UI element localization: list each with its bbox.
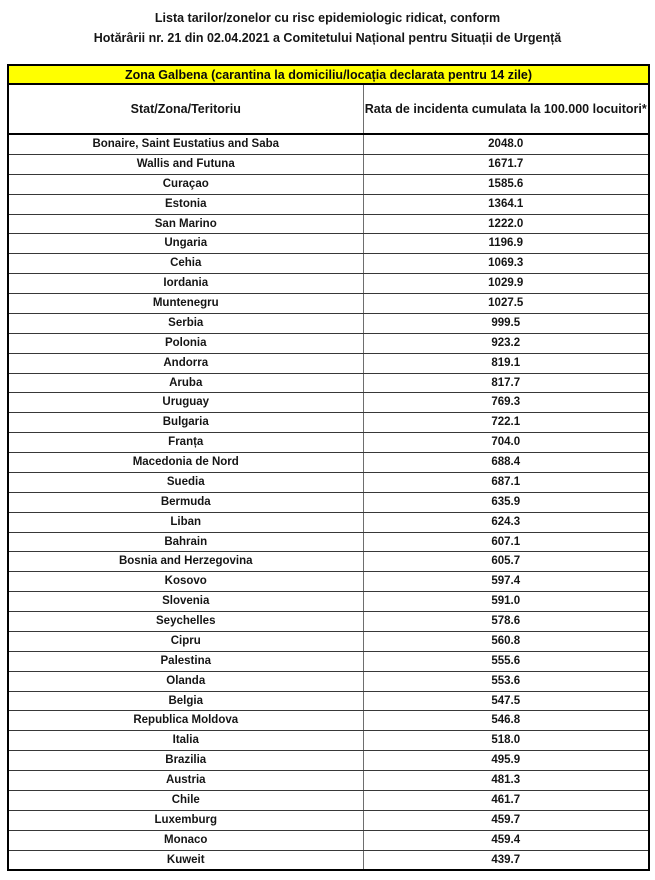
column-header-country: Stat/Zona/Teritoriu — [8, 84, 363, 134]
table-row — [8, 134, 649, 154]
rate-cell: 1222.0 — [363, 214, 649, 234]
table-row — [8, 154, 649, 174]
table-row — [8, 592, 649, 612]
table-row — [8, 691, 649, 711]
country-cell: Belgia — [8, 691, 363, 711]
rate-cell: 547.5 — [363, 691, 649, 711]
zone-banner: Zona Galbena (carantina la domiciliu/locația declarata pentru 14 zile) — [8, 65, 649, 84]
table-row — [8, 731, 649, 751]
country-cell: Italia — [8, 731, 363, 751]
table-row — [8, 631, 649, 651]
table-row — [8, 214, 649, 234]
table-row — [8, 810, 649, 830]
rate-cell: 635.9 — [363, 492, 649, 512]
table-row — [8, 174, 649, 194]
rate-cell: 607.1 — [363, 532, 649, 552]
table-row — [8, 254, 649, 274]
table-row — [8, 333, 649, 353]
country-cell: Republica Moldova — [8, 711, 363, 731]
table-row — [8, 313, 649, 333]
rate-cell: 481.3 — [363, 771, 649, 791]
document-title — [0, 0, 655, 49]
table-row — [8, 472, 649, 492]
rate-cell: 1029.9 — [363, 274, 649, 294]
rate-cell: 688.4 — [363, 453, 649, 473]
rate-cell: 722.1 — [363, 413, 649, 433]
incidence-table — [7, 64, 650, 871]
rate-cell: 459.4 — [363, 830, 649, 850]
country-cell: Cehia — [8, 254, 363, 274]
country-cell: Curaçao — [8, 174, 363, 194]
country-cell: Bonaire, Saint Eustatius and Saba — [8, 134, 363, 154]
rate-cell: 518.0 — [363, 731, 649, 751]
table-row — [8, 552, 649, 572]
country-cell: Slovenia — [8, 592, 363, 612]
rate-cell: 1364.1 — [363, 194, 649, 214]
country-cell: Monaco — [8, 830, 363, 850]
table-row — [8, 572, 649, 592]
country-cell: Franța — [8, 433, 363, 453]
rate-cell: 546.8 — [363, 711, 649, 731]
rate-cell: 591.0 — [363, 592, 649, 612]
table-row — [8, 751, 649, 771]
rate-cell: 553.6 — [363, 671, 649, 691]
country-cell: Polonia — [8, 333, 363, 353]
table-row — [8, 353, 649, 373]
country-cell: Cipru — [8, 631, 363, 651]
table-row — [8, 393, 649, 413]
country-cell: Bahrain — [8, 532, 363, 552]
rate-cell: 605.7 — [363, 552, 649, 572]
rate-cell: 769.3 — [363, 393, 649, 413]
title-line-2: Hotărârii nr. 21 din 02.04.2021 a Comitetului Național pentru Situații de Urgență — [93, 31, 562, 46]
country-cell: Wallis and Futuna — [8, 154, 363, 174]
country-cell: Suedia — [8, 472, 363, 492]
column-header-rate: Rata de incidenta cumulata la 100.000 locuitori* — [363, 84, 649, 134]
column-header-row — [8, 84, 649, 134]
table-row — [8, 612, 649, 632]
country-cell: Brazilia — [8, 751, 363, 771]
country-cell: Austria — [8, 771, 363, 791]
rate-cell: 1585.6 — [363, 174, 649, 194]
table-row — [8, 671, 649, 691]
rate-cell: 923.2 — [363, 333, 649, 353]
table-row — [8, 850, 649, 870]
country-cell: Estonia — [8, 194, 363, 214]
country-cell: Palestina — [8, 651, 363, 671]
country-cell: San Marino — [8, 214, 363, 234]
country-cell: Ungaria — [8, 234, 363, 254]
table-row — [8, 194, 649, 214]
table-row — [8, 274, 649, 294]
table-row — [8, 234, 649, 254]
rate-cell: 1671.7 — [363, 154, 649, 174]
country-cell: Bermuda — [8, 492, 363, 512]
country-cell: Liban — [8, 512, 363, 532]
table-row — [8, 433, 649, 453]
country-cell: Iordania — [8, 274, 363, 294]
rate-cell: 687.1 — [363, 472, 649, 492]
country-cell: Seychelles — [8, 612, 363, 632]
country-cell: Kosovo — [8, 572, 363, 592]
table-row — [8, 711, 649, 731]
table-row — [8, 413, 649, 433]
table-body — [8, 134, 649, 870]
rate-cell: 555.6 — [363, 651, 649, 671]
country-cell: Chile — [8, 790, 363, 810]
table-row — [8, 651, 649, 671]
table-row — [8, 532, 649, 552]
table-row — [8, 294, 649, 314]
rate-cell: 597.4 — [363, 572, 649, 592]
country-cell: Serbia — [8, 313, 363, 333]
rate-cell: 1027.5 — [363, 294, 649, 314]
country-cell: Bosnia and Herzegovina — [8, 552, 363, 572]
table-row — [8, 373, 649, 393]
country-cell: Kuweit — [8, 850, 363, 870]
rate-cell: 2048.0 — [363, 134, 649, 154]
rate-cell: 999.5 — [363, 313, 649, 333]
table-row — [8, 790, 649, 810]
rate-cell: 560.8 — [363, 631, 649, 651]
table-row — [8, 492, 649, 512]
rate-cell: 1069.3 — [363, 254, 649, 274]
rate-cell: 817.7 — [363, 373, 649, 393]
country-cell: Andorra — [8, 353, 363, 373]
title-line-1: Lista tarilor/zonelor cu risc epidemiologic ridicat, conform — [154, 11, 501, 25]
table-row — [8, 453, 649, 473]
rate-cell: 624.3 — [363, 512, 649, 532]
zone-banner-row — [8, 65, 649, 84]
rate-cell: 819.1 — [363, 353, 649, 373]
country-cell: Luxemburg — [8, 810, 363, 830]
country-cell: Uruguay — [8, 393, 363, 413]
country-cell: Macedonia de Nord — [8, 453, 363, 473]
table-row — [8, 771, 649, 791]
rate-cell: 578.6 — [363, 612, 649, 632]
rate-cell: 461.7 — [363, 790, 649, 810]
rate-cell: 495.9 — [363, 751, 649, 771]
rate-cell: 704.0 — [363, 433, 649, 453]
country-cell: Bulgaria — [8, 413, 363, 433]
country-cell: Muntenegru — [8, 294, 363, 314]
rate-cell: 1196.9 — [363, 234, 649, 254]
table-row — [8, 512, 649, 532]
table-row — [8, 830, 649, 850]
rate-cell: 439.7 — [363, 850, 649, 870]
country-cell: Aruba — [8, 373, 363, 393]
rate-cell: 459.7 — [363, 810, 649, 830]
country-cell: Olanda — [8, 671, 363, 691]
